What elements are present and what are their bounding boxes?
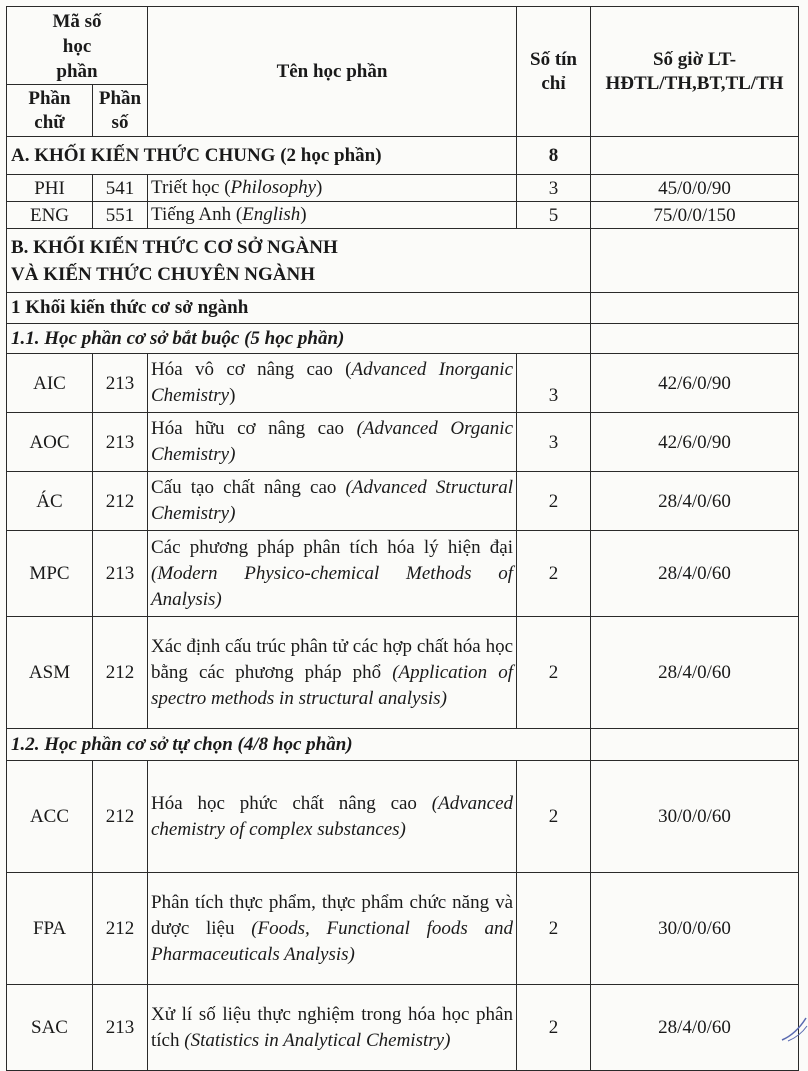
course-hours: 28/4/0/60: [591, 617, 799, 729]
course-code: ÁC: [7, 472, 93, 531]
course-name: Phân tích thực phẩm, thực phẩm chức năng và dược liệu (Foods, Functional foods and Pharmaceuticals Analysis): [148, 873, 517, 985]
subsection-1-1-title: 1.1. Học phần cơ sở bắt buộc (5 học phần): [7, 324, 591, 354]
stamp-edge-mark: [778, 1012, 808, 1042]
table-row: [7, 354, 799, 413]
section-b-title: B. KHỐI KIẾN THỨC CƠ SỞ NGÀNH VÀ KIẾN THỨC CHUYÊN NGÀNH: [7, 229, 591, 293]
course-name: Các phương pháp phân tích hóa lý hiện đại (Modern Physico-chemical Methods of Analysis): [148, 531, 517, 617]
course-name: Cấu tạo chất nâng cao (Advanced Structural Chemistry): [148, 472, 517, 531]
header-letter-part: Phần chữ: [7, 85, 93, 137]
header-number-part: Phần số: [93, 85, 148, 137]
course-hours: 28/4/0/60: [591, 985, 799, 1071]
course-code: PHI: [7, 175, 93, 202]
empty-cell: [591, 729, 799, 761]
table-row: [7, 617, 799, 729]
section-a-credits: 8: [517, 137, 591, 175]
header-course-name: Tên học phần: [148, 7, 517, 137]
course-credits: 2: [517, 531, 591, 617]
course-name: Triết học (Philosophy): [148, 175, 517, 202]
section-a-title: A. KHỐI KIẾN THỨC CHUNG (2 học phần): [7, 137, 517, 175]
course-code: SAC: [7, 985, 93, 1071]
course-hours: 28/4/0/60: [591, 531, 799, 617]
table-row: [7, 202, 799, 229]
course-hours: 28/4/0/60: [591, 472, 799, 531]
empty-cell: [591, 293, 799, 324]
course-name: Hóa vô cơ nâng cao (Advanced Inorganic Chemistry): [148, 354, 517, 413]
course-number: 551: [93, 202, 148, 229]
course-hours: 45/0/0/90: [591, 175, 799, 202]
header-hours: Số giờ LT-HĐTL/TH,BT,TL/TH: [591, 7, 799, 137]
table-row: [7, 472, 799, 531]
course-code: ASM: [7, 617, 93, 729]
course-credits: 2: [517, 761, 591, 873]
course-number: 213: [93, 531, 148, 617]
course-credits: 2: [517, 873, 591, 985]
course-number: 212: [93, 472, 148, 531]
course-code: ACC: [7, 761, 93, 873]
course-name: Xử lí số liệu thực nghiệm trong hóa học phân tích (Statistics in Analytical Chemistry): [148, 985, 517, 1071]
course-credits: 3: [517, 413, 591, 472]
table-row: [7, 985, 799, 1071]
course-number: 541: [93, 175, 148, 202]
course-credits: 2: [517, 472, 591, 531]
course-credits: 2: [517, 617, 591, 729]
course-name: Hóa hữu cơ nâng cao (Advanced Organic Chemistry): [148, 413, 517, 472]
course-number: 212: [93, 761, 148, 873]
subsection-1-2-title: 1.2. Học phần cơ sở tự chọn (4/8 học phần): [7, 729, 591, 761]
course-hours: 42/6/0/90: [591, 354, 799, 413]
subsection-1-title: 1 Khối kiến thức cơ sở ngành: [7, 293, 591, 324]
course-number: 213: [93, 413, 148, 472]
course-code: ENG: [7, 202, 93, 229]
course-hours: 30/0/0/60: [591, 873, 799, 985]
course-hours: 42/6/0/90: [591, 413, 799, 472]
curriculum-table: [6, 6, 799, 1071]
table-row: [7, 175, 799, 202]
course-number: 213: [93, 354, 148, 413]
course-name: Hóa học phức chất nâng cao (Advanced chemistry of complex substances): [148, 761, 517, 873]
course-hours: 30/0/0/60: [591, 761, 799, 873]
course-credits: 5: [517, 202, 591, 229]
header-credits: Số tín chỉ: [517, 7, 591, 137]
course-code: MPC: [7, 531, 93, 617]
table-row: [7, 761, 799, 873]
empty-cell: [591, 229, 799, 293]
table-row: [7, 873, 799, 985]
table-row: [7, 531, 799, 617]
course-number: 213: [93, 985, 148, 1071]
course-number: 212: [93, 873, 148, 985]
course-name: Xác định cấu trúc phân tử các hợp chất hóa học bằng các phương pháp phổ (Application of spectro methods in structural analysis): [148, 617, 517, 729]
header-course-code: Mã số học phần: [7, 7, 148, 85]
course-code: FPA: [7, 873, 93, 985]
empty-cell: [591, 137, 799, 175]
course-code: AIC: [7, 354, 93, 413]
table-row: [7, 413, 799, 472]
course-hours: 75/0/0/150: [591, 202, 799, 229]
course-name: Tiếng Anh (English): [148, 202, 517, 229]
course-number: 212: [93, 617, 148, 729]
course-credits: 3: [517, 354, 591, 413]
course-credits: 3: [517, 175, 591, 202]
course-credits: 2: [517, 985, 591, 1071]
course-code: AOC: [7, 413, 93, 472]
empty-cell: [591, 324, 799, 354]
